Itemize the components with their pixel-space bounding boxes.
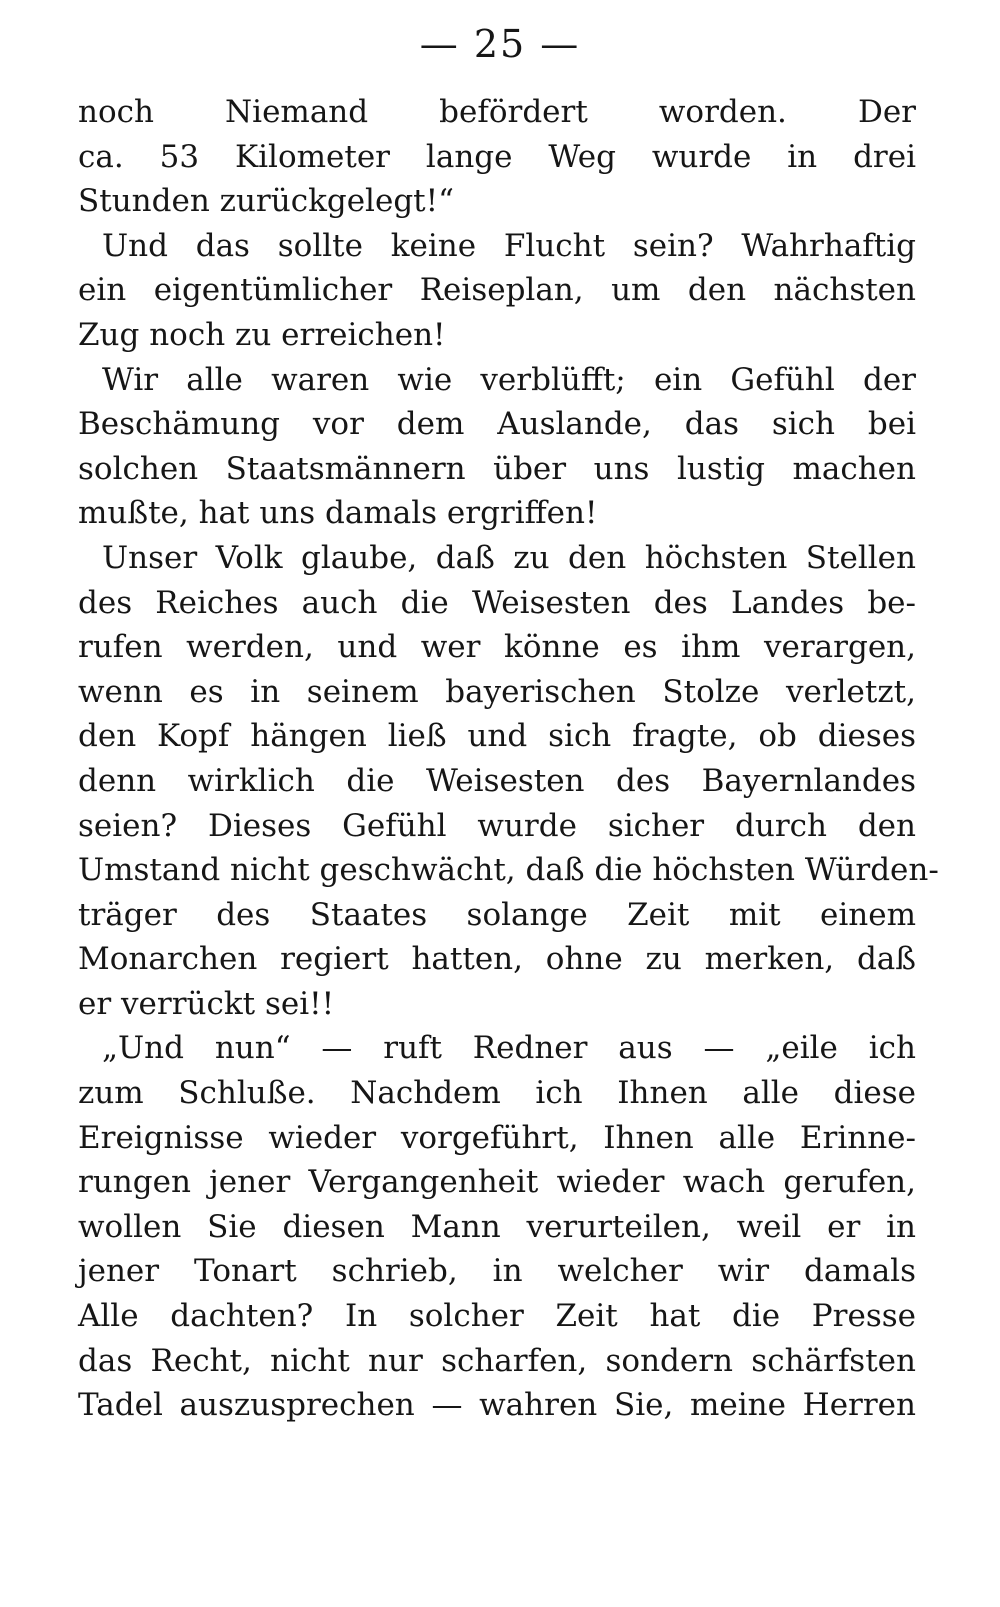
text-line: träger des Staates solange Zeit mit einem [78,896,916,933]
text-line: wenn es in seinem bayerischen Stolze verletzt, [78,673,916,710]
text-line: solchen Staatsmännern über uns lustig machen [78,450,916,487]
text-line: rufen werden, und wer könne es ihm verargen, [78,629,916,666]
text-line: Ereignisse wieder vorgeführt, Ihnen alle Erinne- [78,1119,916,1156]
text-line: Zug noch zu erreichen! [78,316,446,353]
paragraph [78,90,916,224]
paragraph [78,358,916,536]
paragraph [78,1026,916,1427]
body-text [78,90,939,1428]
text-line: denn wirklich die Weisesten des Bayernlandes [78,762,916,799]
text-line: wollen Sie diesen Mann verurteilen, weil er in [78,1208,916,1245]
text-line: den Kopf hängen ließ und sich fragte, ob dieses [78,718,916,755]
text-line: des Reiches auch die Weisesten des Landes be- [78,584,916,621]
text-line: rungen jener Vergangenheit wieder wach gerufen, [78,1164,916,1201]
text-line: er verrückt sei!! [78,985,335,1022]
text-line: Beschämung vor dem Auslande, das sich bei [78,406,916,443]
text-line: Monarchen regiert hatten, ohne zu merken, daß [78,941,916,978]
text-line: Stunden zurückgelegt!“ [78,183,454,220]
text-line: mußte, hat uns damals ergriffen! [78,495,598,532]
text-line: ca. 53 Kilometer lange Weg wurde in drei [78,138,916,175]
text-line: das Recht, nicht nur scharfen, sondern schärfsten [78,1342,916,1379]
text-line: Und das sollte keine Flucht sein? Wahrhaftig [102,227,916,264]
text-line: ein eigentümlicher Reiseplan, um den nächsten [78,272,916,309]
text-line: Tadel auszusprechen — wahren Sie, meine Herren [78,1387,916,1424]
text-line: „Und nun“ — ruft Redner aus — „eile ich [102,1030,916,1067]
paragraph [78,224,916,358]
text-line: Alle dachten? In solcher Zeit hat die Presse [78,1298,916,1335]
text-line: seien? Dieses Gefühl wurde sicher durch den [78,807,916,844]
text-line: Wir alle waren wie verblüfft; ein Gefühl der [102,361,916,398]
text-line: Umstand nicht geschwächt, daß die höchsten Würden- [78,852,939,889]
text-line: Unser Volk glaube, daß zu den höchsten Stellen [102,539,916,576]
paragraph [78,536,939,1027]
page-number: — 25 — [419,22,581,66]
text-line: noch Niemand befördert worden. Der [78,94,916,130]
text-line: zum Schluße. Nachdem ich Ihnen alle diese [78,1075,916,1112]
text-line: jener Tonart schrieb, in welcher wir damals [78,1253,916,1290]
